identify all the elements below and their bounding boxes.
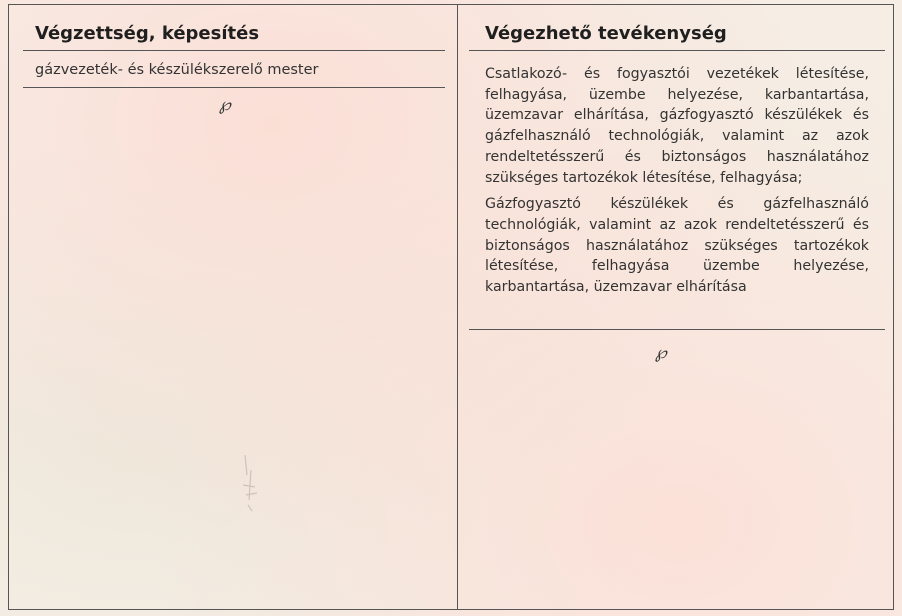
qualification-entry: gázvezeték- és készülékszerelő mester: [23, 52, 445, 88]
end-ornament-icon: ℘: [219, 95, 231, 115]
activity-column: [457, 5, 893, 609]
activity-paragraph: Gázfogyasztó készülékek és gázfelhasználó technológiák, valamint az azok rendeltetésszerű és biztonságos használatához szükséges tartozékok létesítése, felhagyása üzembe helyezése, karbantartása, üzemzavar elhárítása: [485, 196, 869, 296]
end-ornament-icon: ℘: [655, 343, 667, 363]
qualification-column: [9, 5, 458, 609]
activity-body: [469, 52, 885, 330]
faint-stamp-mark: [237, 445, 263, 515]
qualification-heading: Végzettség, képesítés: [23, 17, 445, 51]
document-table: [8, 4, 894, 610]
activity-heading: Végezhető tevékenység: [469, 17, 885, 51]
activity-paragraph: Csatlakozó- és fogyasztói vezetékek létesítése, felhagyása, üzembe helyezése, karbantartása, üzemzavar elhárítása, gázfogyasztó készülékek és gázfelhasználó technológiák, valamint az azok rendeltetésszerű és biztonságos használatához szükséges tartozékok létesítése, felhagyása;: [485, 66, 869, 186]
